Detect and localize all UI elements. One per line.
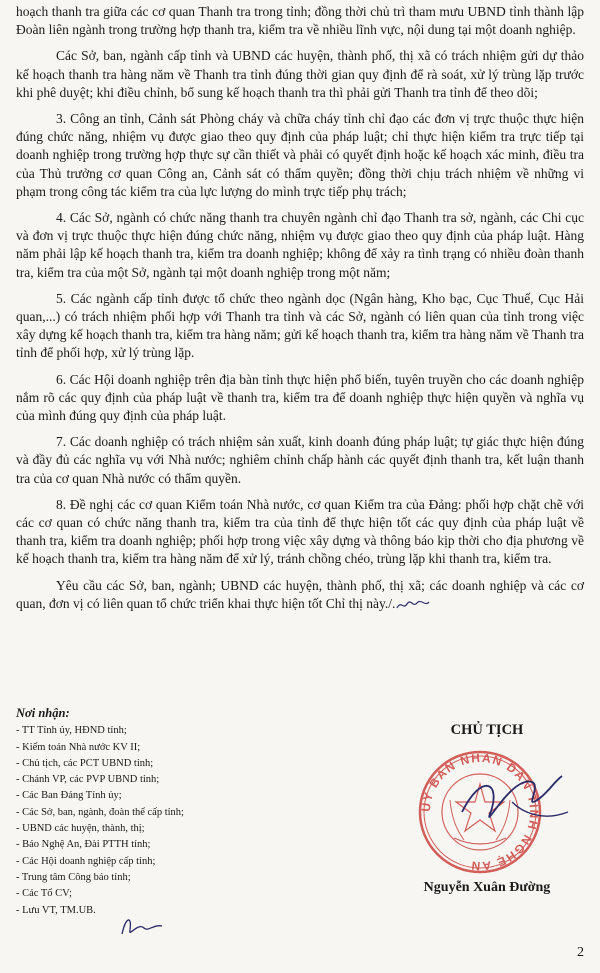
recipient-item: - Kiểm toán Nhà nước KV II; <box>16 741 141 753</box>
paragraph-item-4: 4. Các Sở, ngành có chức năng thanh tra chuyên ngành chỉ đạo Thanh tra sở, ngành, các Chi cục và đơn vị trực thuộc thực hiện đúng chức năng, nhiệm vụ được giao theo quy định của pháp luật. Hàng năm phải lập kế hoạch thanh tra, kiểm tra doanh nghiệp; không để xảy ra tình trạng có nhiều đoàn thanh tra, kiểm tra của một Sở, ngành tại một doanh nghiệp trong một năm; <box>16 210 584 280</box>
document-body <box>16 3 584 621</box>
initial-mark-icon <box>395 598 431 612</box>
recipient-item: - Chủ tịch, các PCT UBND tỉnh; <box>16 757 154 769</box>
recipients-list <box>16 723 316 919</box>
recipient-item: - UBND các huyện, thành, thị; <box>16 823 145 835</box>
closing-text: Yêu cầu các Sở, ban, ngành; UBND các huyện, thành phố, thị xã; các doanh nghiệp và các cơ quan, đơn vị có liên quan tổ chức triển khai thực hiện tốt Chỉ thị này./. <box>16 577 584 611</box>
paragraph-item-5: 5. Các ngành cấp tỉnh được tổ chức theo ngành dọc (Ngân hàng, Kho bạc, Cục Thuế, Cục Hải quan,...) có trách nhiệm phối hợp với Thanh tra tỉnh và các Sở, ngành có liên quan của tỉnh trong việc xây dựng kế hoạch thanh tra, kiểm tra hàng năm; gửi kế hoạch thanh tra, kiểm tra hàng năm về Thanh tra tỉnh để phối hợp, xử lý trùng lặp. <box>16 290 584 361</box>
paragraph-plan-submission: Các Sở, ban, ngành cấp tỉnh và UBND các huyện, thành phố, thị xã có trách nhiệm gửi dự thảo kế hoạch thanh tra hàng năm về Thanh tra tỉnh đúng thời gian quy định để rà soát, xử lý trùng lặp trước khi phê duyệt; khi điều chỉnh, bổ sung kế hoạch thanh tra thì phải gửi Thanh tra tỉnh để theo dõi; <box>16 48 584 100</box>
recipient-item: - Các Ban Đảng Tỉnh ủy; <box>16 790 122 802</box>
paragraph-item-7: 7. Các doanh nghiệp có trách nhiệm sản xuất, kinh doanh đúng pháp luật; tự giác thực hiện đúng và đầy đủ các nghĩa vụ với Nhà nước; nghiêm chỉnh chấp hành các quyết định thanh tra, kết luận thanh tra của cơ quan Nhà nước có thẩm quyền. <box>16 434 584 486</box>
recipient-item: - Các Hội doanh nghiệp cấp tỉnh; <box>16 855 156 867</box>
recipient-item: - Báo Nghệ An, Đài PTTH tỉnh; <box>16 839 151 851</box>
clerk-initial-icon <box>118 912 166 942</box>
paragraph-item-8: 8. Đề nghị các cơ quan Kiểm toán Nhà nước, cơ quan Kiểm tra của Đảng: phối hợp chặt chẽ với các cơ quan có chức năng thanh tra, kiểm tra của tỉnh để thực hiện tốt các quy định của pháp luật về thanh tra, kiểm tra doanh nghiệp; phối hợp trong việc xây dựng và thông báo kịp thời cho địa phương về kế hoạch thanh tra, kiểm tra hàng năm để xử lý, tránh chồng chéo, trùng lặp khi thanh tra, kiểm tra. <box>16 496 584 567</box>
recipient-item: - Các Tổ CV; <box>16 888 72 900</box>
recipients-block <box>16 705 316 919</box>
recipient-item: - Các Sở, ban, ngành, đoàn thể cấp tỉnh; <box>16 806 184 818</box>
recipients-heading: Nơi nhận: <box>16 706 70 720</box>
signer-name: Nguyễn Xuân Đường <box>423 880 551 895</box>
official-seal-icon <box>392 742 582 877</box>
seal-text: ỦY BAN NHÂN DÂN TỈNH NGHỆ AN <box>418 750 542 874</box>
recipient-item: - Chánh VP, các PVP UBND tỉnh; <box>16 774 160 786</box>
paragraph-item-3: 3. Công an tỉnh, Cảnh sát Phòng cháy và chữa cháy tỉnh chỉ đạo các đơn vị trực thuộc thực hiện đúng chức năng, nhiệm vụ được giao theo quy định của pháp luật; chỉ thực hiện kiểm tra trực tiếp tại doanh nghiệp trong trường hợp thực sự cần thiết và phải có quyết định hoặc kế hoạch xác minh, điều tra của Thủ trưởng cơ quan Công an, Cảnh sát có thẩm quyền; đồng thời chịu trách nhiệm về những vi phạm trong công tác kiểm tra của lực lượng do mình trực tiếp phụ trách; <box>16 111 584 199</box>
recipient-item: - TT Tỉnh ủy, HĐND tỉnh; <box>16 725 127 737</box>
paragraph-continuation: hoạch thanh tra giữa các cơ quan Thanh tra trong tỉnh; đồng thời chủ trì tham mưu UBND tỉnh thành lập Đoàn liên ngành trong trường hợp thanh tra, kiểm tra về nhiều lĩnh vực, nội dung tại một doanh nghiệp. <box>16 4 584 38</box>
recipient-item: - Trung tâm Công báo tỉnh; <box>16 871 131 883</box>
paragraph-item-6: 6. Các Hội doanh nghiệp trên địa bàn tỉnh thực hiện phổ biến, tuyên truyền cho các doanh nghiệp nắm rõ các quy định của pháp luật về thanh tra, kiểm tra để doanh nghiệp thực hiện quyền và nghĩa vụ của mình đúng quy định của pháp luật. <box>16 371 584 424</box>
page-number: 2 <box>577 945 584 960</box>
paragraph-closing <box>16 577 584 613</box>
signature-block <box>392 722 582 902</box>
recipient-item: - Lưu VT, TM.UB. <box>16 904 96 916</box>
signer-title: CHỦ TỊCH <box>450 722 524 738</box>
